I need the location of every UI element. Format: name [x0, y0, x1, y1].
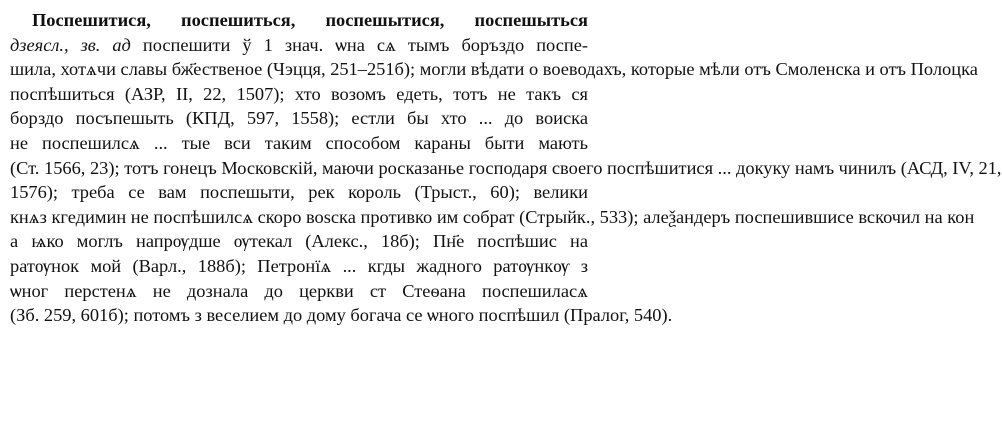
entry-line — [10, 106, 588, 131]
entry-line — [10, 82, 588, 107]
entry-line-text: а ѩко моглъ напрѹдше ѹтекал (Алекс., 18б); Пн҃е поспѣшис на — [10, 231, 588, 252]
headword: Поспешитися, поспешиться, поспешытися, поспешыться — [32, 10, 588, 30]
grammatical-note: дзеясл., зв. ад — [10, 34, 131, 55]
entry-line-text: кнѧз кгедимин не поспѣшилсѧ скоро воѕска противко им собрат (Стрыйк., 533); алеѯандеръ поспешившисе вскочил на кон — [10, 206, 975, 227]
entry-line-text: (Зб. 259, 601б); потомъ з веселием до дому богача се ѡного поспѣшил (Пралог, 540). — [10, 305, 673, 326]
entry-line — [10, 205, 975, 230]
entry-line-text: поспѣшиться (АЗР, II, 22, 1507); хто возомъ едеть, тотъ не такъ ся — [10, 83, 588, 104]
entry-line-text: (Ст. 1566, 23); тотъ гонецъ Московскій, маючи росказанье господаря своего поспѣшитися ... докуку намъ чинилъ (АСД, IV, 21, — [10, 157, 1002, 178]
entry-line-text: не поспешилсѧ ... тые вси таким способом караны быти мають — [10, 132, 588, 153]
entry-line-text: борздо посъпешыть (КПД, 597, 1558); естли бы хто ... до воиска — [10, 108, 588, 129]
entry-line-text: шила, хотѧчи славы бж҃ественое (Чэцця, 251–251б); могли вѣдати о воеводахъ, которые мѣли отъ Смоленска и отъ Полоцка — [10, 59, 978, 80]
entry-line — [10, 180, 588, 205]
entry-line — [10, 33, 588, 58]
entry-line — [10, 156, 1002, 181]
entry-line-text: ратѹнок мой (Варл., 188б); Петронїѧ ... кгды жадного ратѹнкѹ з — [10, 255, 588, 276]
entry-line — [10, 303, 673, 328]
entry-line — [10, 254, 588, 279]
entry-line — [10, 131, 588, 156]
entry-line — [10, 229, 588, 254]
entry-line-text: 1576); треба се вам поспешыти, рек король (Трыст., 60); велики — [10, 182, 588, 203]
headword-line — [10, 8, 588, 33]
entry-line-text: поспешити ў 1 знач. ѡна сѧ тымъ боръздо поспе- — [130, 34, 588, 55]
entry-line-text: ѡног перстенѧ не дознала до церкви ст Стеѳана поспешиласѧ — [10, 280, 588, 301]
entry-line — [10, 57, 978, 82]
entry-line — [10, 279, 588, 304]
